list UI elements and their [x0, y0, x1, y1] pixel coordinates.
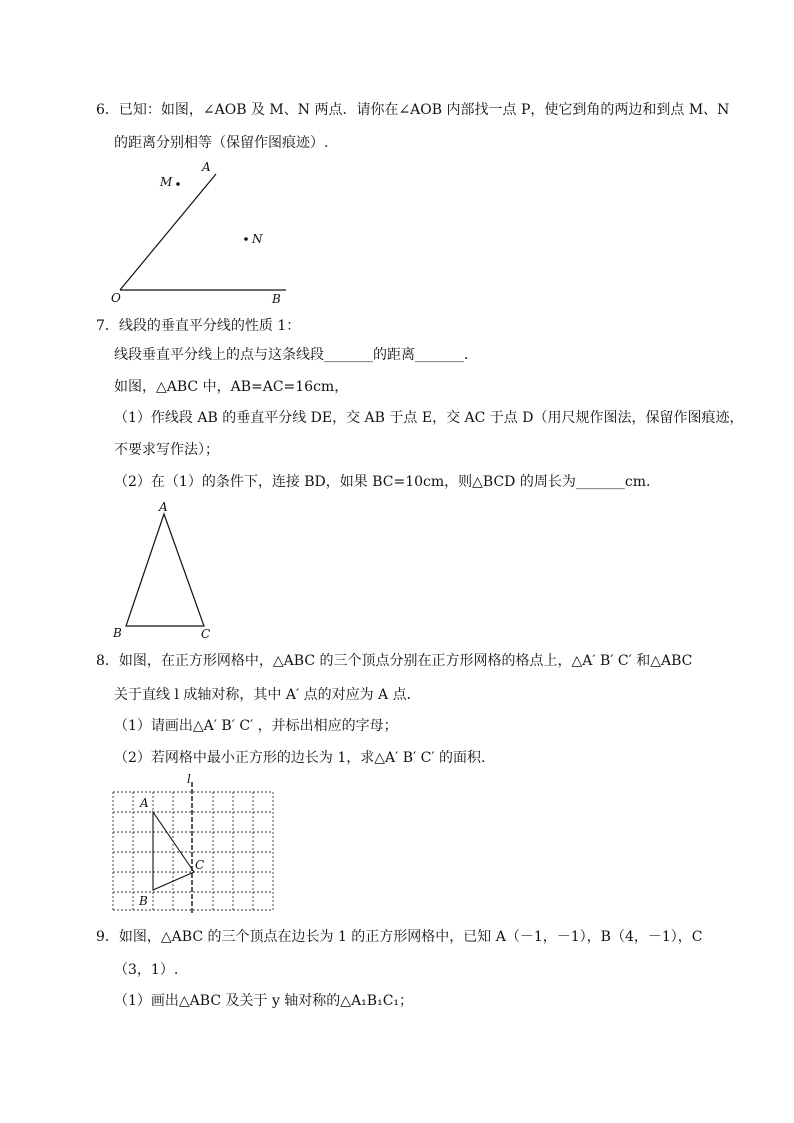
label-b: B — [139, 894, 148, 908]
label-l: l — [187, 772, 191, 786]
q8-grid-figure — [110, 772, 278, 917]
q6-text-line1: 6．已知：如图，∠AOB 及 M、N 两点．请你在∠AOB 内部找一点 P，使它到角的两边和到点 M、N — [96, 102, 730, 118]
q7-text-line4: （1）作线段 AB 的垂直平分线 DE，交 AB 于点 E，交 AC 于点 D（用尺规作图法，保留作图痕迹， — [114, 410, 744, 426]
point-m — [176, 182, 180, 186]
q8-text-line3: （1）请画出△A′ B′ C′ ，并标出相应的字母； — [114, 718, 398, 734]
label-m: M — [160, 175, 173, 189]
q9-text-line3: （1）画出△ABC 及关于 y 轴对称的△A₁B₁C₁； — [114, 993, 414, 1009]
q7-text-line5: 不要求写作法）； — [114, 442, 219, 458]
label-o: O — [111, 291, 121, 305]
label-c: C — [201, 627, 211, 641]
q7-text-line1: 7．线段的垂直平分线的性质 1： — [96, 318, 301, 334]
q7-text-line6: （2）在（1）的条件下，连接 BD，如果 BC=10cm，则△BCD 的周长为_______cm. — [114, 474, 651, 490]
label-a: A — [202, 160, 211, 174]
label-b: B — [272, 292, 281, 306]
ray-oa — [120, 174, 216, 290]
q8-text-line4: （2）若网格中最小正方形的边长为 1，求△A′ B′ C′ 的面积. — [114, 750, 486, 766]
label-a: A — [140, 796, 149, 810]
label-n: N — [252, 232, 263, 246]
q6-angle-figure — [108, 158, 298, 308]
q6-text-line2: 的距离分别相等（保留作图痕迹）. — [114, 135, 329, 151]
point-n — [244, 237, 248, 241]
triangle-abc — [126, 514, 204, 626]
label-b: B — [113, 626, 122, 640]
label-a: A — [159, 500, 168, 514]
dashed-grid — [113, 792, 273, 910]
q9-text-line2: （3，1）. — [114, 962, 179, 978]
q9-text-line1: 9．如图，△ABC 的三个顶点在边长为 1 的正方形网格中，已知 A（－1，－1），B（4，－1），C — [96, 929, 703, 945]
q8-text-line2: 关于直线 l 成轴对称，其中 A′ 点的对应为 A 点． — [114, 687, 421, 703]
label-c: C — [195, 858, 205, 872]
triangle-abc — [153, 812, 194, 890]
q7-text-line3: 如图，△ABC 中，AB=AC=16cm， — [114, 379, 349, 395]
q7-text-line2: 线段垂直平分线上的点与这条线段_______的距离_______． — [114, 347, 478, 363]
q7-triangle-figure — [108, 500, 218, 645]
q8-text-line1: 8．如图，在正方形网格中，△ABC 的三个顶点分别在正方形网格的格点上，△A′ B′ C′ 和△ABC — [96, 653, 693, 669]
